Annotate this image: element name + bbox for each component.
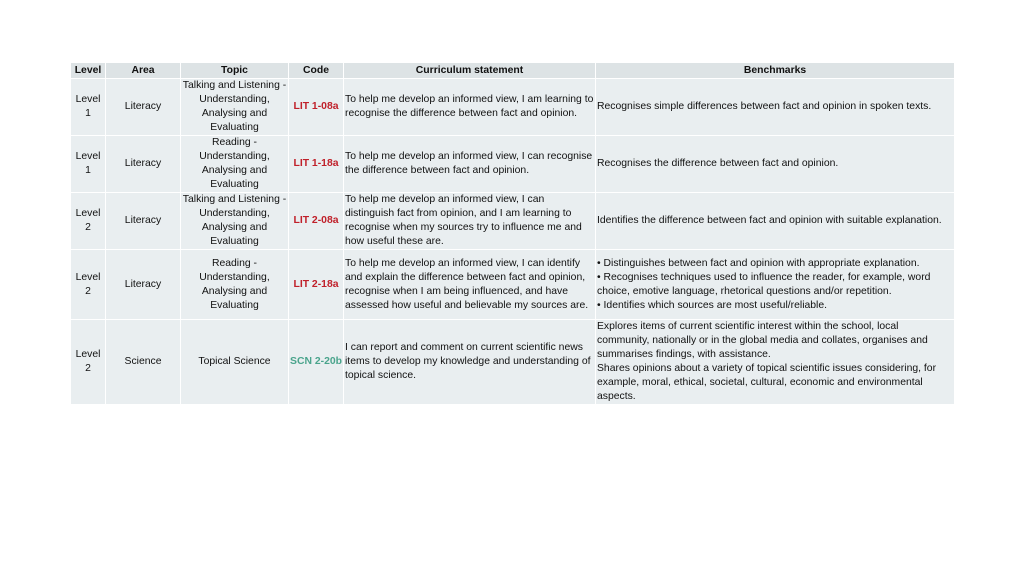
benchmark-line: Recognises simple differences between fact and opinion in spoken texts. bbox=[597, 101, 932, 112]
area-cell: Literacy bbox=[106, 193, 181, 250]
table-row bbox=[71, 79, 955, 136]
benchmarks-cell bbox=[596, 250, 955, 320]
header-benchmarks: Benchmarks bbox=[596, 63, 955, 79]
statement-cell: To help me develop an informed view, I can identify and explain the difference between fact and opinion, recognise when I am being influenced, and have assessed how useful and believable my sources are. bbox=[344, 250, 596, 320]
benchmark-line: • Recognises techniques used to influence the reader, for example, word choice, emotive language, rhetorical questions and/or repetition. bbox=[597, 271, 931, 297]
area-cell: Science bbox=[106, 320, 181, 405]
table-row bbox=[71, 320, 955, 405]
statement-cell: To help me develop an informed view, I can recognise the difference between fact and opinion. bbox=[344, 136, 596, 193]
area-cell: Literacy bbox=[106, 79, 181, 136]
benchmark-line: Shares opinions about a variety of topical scientific issues considering, for example, moral, ethical, societal, cultural, economic and environmental aspects. bbox=[597, 363, 937, 402]
benchmarks-cell bbox=[596, 136, 955, 193]
statement-cell: To help me develop an informed view, I can distinguish fact from opinion, and I am learning to recognise when my sources try to influence me and how useful these are. bbox=[344, 193, 596, 250]
header-code: Code bbox=[289, 63, 344, 79]
topic-cell: Talking and Listening - Understanding, Analysing and Evaluating bbox=[181, 193, 289, 250]
statement-cell: To help me develop an informed view, I am learning to recognise the difference between fact and opinion. bbox=[344, 79, 596, 136]
statement-cell: I can report and comment on current scientific news items to develop my knowledge and understanding of topical science. bbox=[344, 320, 596, 405]
topic-cell: Talking and Listening - Understanding, Analysing and Evaluating bbox=[181, 79, 289, 136]
benchmark-line: • Distinguishes between fact and opinion with appropriate explanation. bbox=[597, 257, 920, 269]
benchmark-line: • Identifies which sources are most useful/reliable. bbox=[597, 299, 828, 311]
code-cell: LIT 2-08a bbox=[289, 193, 344, 250]
topic-cell: Reading - Understanding, Analysing and Evaluating bbox=[181, 136, 289, 193]
area-cell: Literacy bbox=[106, 136, 181, 193]
header-topic: Topic bbox=[181, 63, 289, 79]
curriculum-table bbox=[70, 62, 955, 405]
benchmarks-cell bbox=[596, 193, 955, 250]
topic-cell: Topical Science bbox=[181, 320, 289, 405]
code-cell: LIT 2-18a bbox=[289, 250, 344, 320]
benchmark-line: Identifies the difference between fact and opinion with suitable explanation. bbox=[597, 215, 942, 226]
benchmarks-cell bbox=[596, 79, 955, 136]
code-cell: SCN 2-20b bbox=[289, 320, 344, 405]
header-row bbox=[71, 63, 955, 79]
header-area: Area bbox=[106, 63, 181, 79]
level-cell: Level 2 bbox=[71, 193, 106, 250]
level-cell: Level 1 bbox=[71, 79, 106, 136]
header-level: Level bbox=[71, 63, 106, 79]
topic-cell: Reading - Understanding, Analysing and Evaluating bbox=[181, 250, 289, 320]
level-cell: Level 2 bbox=[71, 320, 106, 405]
code-cell: LIT 1-08a bbox=[289, 79, 344, 136]
area-cell: Literacy bbox=[106, 250, 181, 320]
header-curriculum-statement: Curriculum statement bbox=[344, 63, 596, 79]
benchmark-line: Recognises the difference between fact and opinion. bbox=[597, 158, 839, 169]
table-row bbox=[71, 136, 955, 193]
table-row bbox=[71, 250, 955, 320]
benchmark-line: Explores items of current scientific interest within the school, local community, nationally or in the global media and collates, organises and summarises findings, with assistance. bbox=[597, 321, 928, 360]
code-cell: LIT 1-18a bbox=[289, 136, 344, 193]
benchmarks-cell bbox=[596, 320, 955, 405]
level-cell: Level 2 bbox=[71, 250, 106, 320]
level-cell: Level 1 bbox=[71, 136, 106, 193]
table-row bbox=[71, 193, 955, 250]
